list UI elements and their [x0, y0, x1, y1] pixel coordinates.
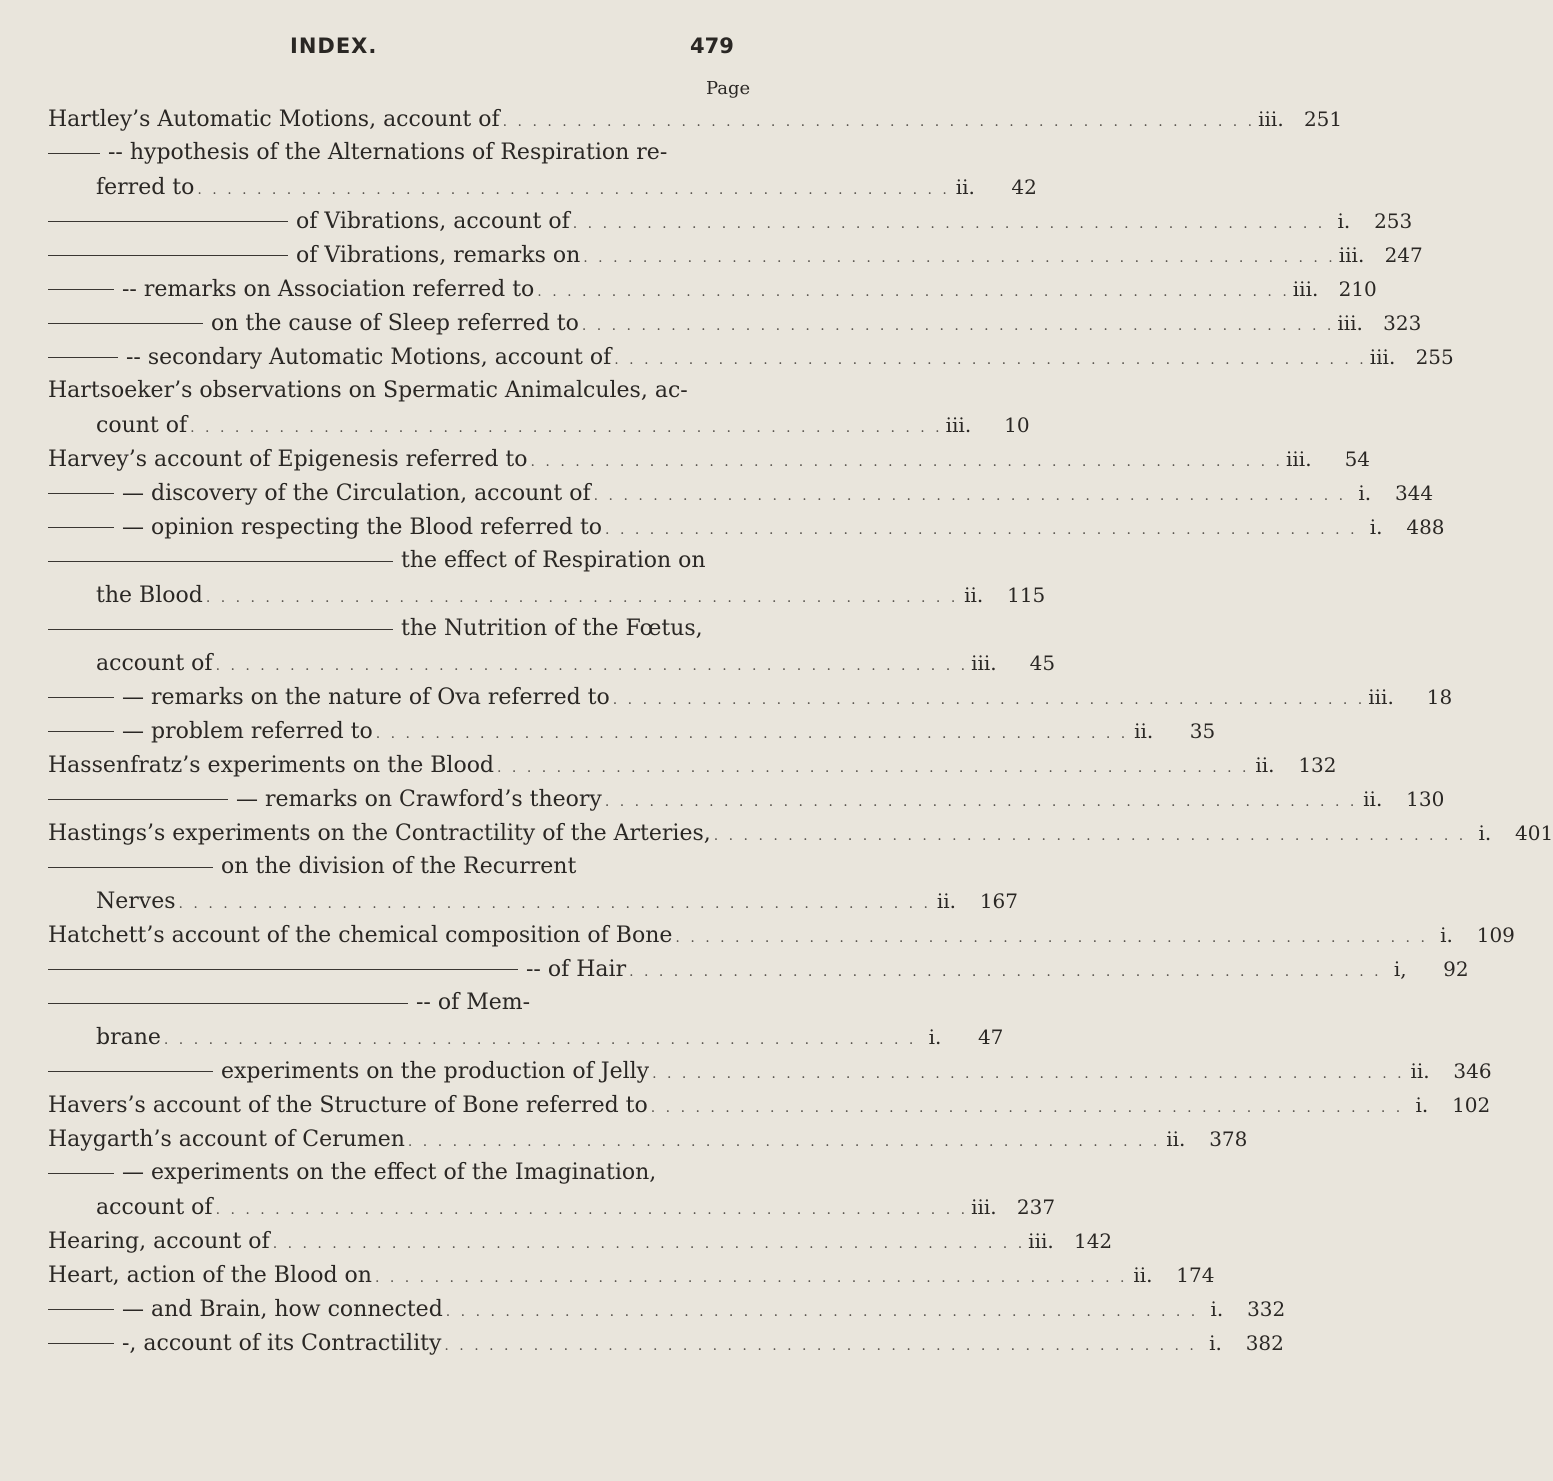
dot-leader: . . . . . . . . . . . . . . . . . . . . . . . . . . . . . . . . . . . . . . . . . . . . . . . . . . .: [605, 522, 1358, 538]
entry-continuation: the Blood: [96, 583, 203, 608]
volume-number: ii.: [964, 583, 984, 607]
page-reference: 142: [1073, 1229, 1113, 1253]
dot-leader: . . . . . . . . . . . . . . . . . . . . . . . . . . . . . . . . . . . . . . . . . . . . . . . . . . .: [445, 1304, 1199, 1320]
ditto-rule: [48, 1003, 408, 1004]
page-reference: 346: [1453, 1059, 1492, 1083]
volume-number: ii.: [1134, 719, 1154, 743]
page-reference: 323: [1383, 311, 1422, 335]
index-entry: [0, 748, 1337, 782]
index-entry: [0, 986, 1004, 1054]
index-entry: [0, 1258, 1215, 1292]
index-entry: [0, 238, 1423, 272]
volume-number: iii.: [945, 413, 972, 437]
page-reference: 210: [1338, 277, 1377, 301]
dot-leader: . . . . . . . . . . . . . . . . . . . . . . . . . . . . . . . . . . . . . . . . . . . . . . . . . . .: [178, 896, 932, 912]
entry-heading: Hearing, account of: [48, 1229, 270, 1254]
dot-leader: . . . . . . . . . . . . . . . . . . . . . . . . . . . . . . . . . . . . . . . . . . . . . . . . . . .: [614, 352, 1367, 368]
index-entry: [0, 1088, 1491, 1122]
entry-heading: -- remarks on Association referred to: [122, 277, 535, 302]
dot-leader: . . . . . . . . . . . . . . . . . . . . . . . . . . . . . . . . . . . . . . . . . . . . . . . . . . .: [583, 250, 1336, 266]
dot-leader: . . . . . . . . . . . . . . . . . . . . . . . . . . . . . . . . . . . . . . . . . . . . . . . . . . .: [502, 114, 1256, 130]
entry-heading: Hastings’s experiments on the Contractility of the Arteries,: [48, 821, 711, 846]
index-entry: [0, 714, 1216, 748]
page-number: 479: [690, 34, 734, 58]
volume-number: iii.: [1369, 345, 1396, 369]
index-entry: [0, 1224, 1113, 1258]
ditto-rule: [48, 289, 114, 290]
volume-number: i.: [1210, 1297, 1224, 1321]
page-reference: 115: [1007, 583, 1046, 607]
dot-leader: . . . . . . . . . . . . . . . . . . . . . . . . . . . . . . . . . . . . . . . . . . . . . . . . . . .: [629, 964, 1382, 980]
dot-leader: . . . . . . . . . . . . . . . . . . . . . . . . . . . . . . . . . . . . . . . . . . . . . . . . . . .: [444, 1338, 1197, 1354]
page-column-label: Page: [706, 78, 751, 99]
index-entry: [0, 136, 1037, 204]
volume-number: i,: [1393, 957, 1407, 981]
page-reference: 167: [979, 889, 1019, 913]
entry-heading: — remarks on Crawford’s theory: [236, 787, 602, 812]
entry-heading: Hatchett’s account of the chemical composition of Bone: [48, 923, 673, 948]
dot-leader: . . . . . . . . . . . . . . . . . . . . . . . . . . . . . . . . . . . . . . . . . . . . . . . . . . .: [407, 1134, 1161, 1150]
dot-leader: . . . . . . . . . . . . . . . . . . . . . . . . . . . . . . . . . . . . . . . . . . . . . . . . . . .: [374, 1270, 1128, 1286]
dot-leader: . . . . . . . . . . . . . . . . . . . . . . . . . . . . . . . . . . . . . . . . . . . . . . . . . . .: [197, 182, 950, 198]
ditto-rule: [48, 731, 114, 732]
entry-heading: of Vibrations, account of: [296, 209, 570, 234]
volume-number: iii.: [971, 651, 997, 675]
entry-continuation: count of: [96, 413, 188, 438]
ditto-rule: [48, 1173, 114, 1174]
entry-heading: Hassenfratz’s experiments on the Blood: [48, 753, 495, 778]
volume-number: i.: [928, 1025, 942, 1049]
entry-heading: the Nutrition of the Fœtus,: [401, 616, 703, 641]
page-reference: 47: [977, 1025, 1004, 1049]
volume-number: ii.: [955, 175, 975, 199]
ditto-rule: [48, 255, 288, 256]
dot-leader: . . . . . . . . . . . . . . . . . . . . . . . . . . . . . . . . . . . . . . . . . . . . . . . . . . .: [205, 590, 959, 606]
entry-heading: — problem referred to: [122, 719, 373, 744]
entry-heading: — and Brain, how connected: [122, 1297, 443, 1322]
index-entry: [0, 816, 1553, 850]
index-entry: [0, 782, 1445, 816]
index-entry: [0, 612, 1056, 680]
volume-number: ii.: [1133, 1263, 1153, 1287]
entry-continuation: brane: [96, 1025, 161, 1050]
volume-number: iii.: [1338, 243, 1365, 267]
index-entry: [0, 510, 1445, 544]
entry-heading: -- of Hair: [526, 957, 627, 982]
index-entries: [0, 102, 1553, 1360]
entry-heading: experiments on the production of Jelly: [221, 1059, 650, 1084]
page-reference: 401: [1515, 821, 1553, 845]
volume-number: ii.: [936, 889, 957, 913]
page-reference: 130: [1406, 787, 1445, 811]
entry-heading: Hartley’s Automatic Motions, account of: [48, 107, 500, 132]
index-entry: [0, 476, 1434, 510]
entry-continuation: Nerves: [96, 889, 176, 914]
page-reference: 92: [1443, 957, 1469, 981]
dot-leader: . . . . . . . . . . . . . . . . . . . . . . . . . . . . . . . . . . . . . . . . . . . . . . . . . . .: [530, 454, 1284, 470]
entry-heading: — opinion respecting the Blood referred to: [122, 515, 603, 540]
entry-continuation: account of: [96, 1195, 213, 1220]
page-reference: 10: [1004, 413, 1030, 437]
entry-heading: Harvey’s account of Epigenesis referred to: [48, 447, 528, 472]
index-entry: [0, 1122, 1248, 1156]
ditto-rule: [48, 493, 114, 494]
ditto-rule: [48, 1343, 114, 1344]
entry-continuation: ferred to: [96, 175, 195, 200]
volume-number: i.: [1209, 1331, 1222, 1355]
running-head-title: INDEX.: [290, 34, 378, 58]
index-entry: [0, 850, 1019, 918]
index-entry: [0, 374, 1030, 442]
dot-leader: . . . . . . . . . . . . . . . . . . . . . . . . . . . . . . . . . . . . . . . . . . . . . . . . . . .: [190, 420, 943, 436]
dot-leader: . . . . . . . . . . . . . . . . . . . . . . . . . . . . . . . . . . . . . . . . . . . . . . . . . . .: [581, 318, 1335, 334]
dot-leader: . . . . . . . . . . . . . . . . . . . . . . . . . . . . . . . . . . . . . . . . . . . . . . . . . . .: [215, 658, 969, 674]
dot-leader: . . . . . . . . . . . . . . . . . . . . . . . . . . . . . . . . . . . . . . . . . . . . . . . . . . .: [215, 1202, 969, 1218]
index-entry: [0, 918, 1515, 952]
ditto-rule: [48, 867, 213, 868]
ditto-rule: [48, 221, 288, 222]
entry-heading: -- secondary Automatic Motions, account of: [126, 345, 612, 370]
ditto-rule: [48, 153, 100, 154]
volume-number: ii.: [1363, 787, 1383, 811]
volume-number: ii.: [1410, 1059, 1430, 1083]
index-entry: [0, 544, 1046, 612]
volume-number: iii.: [1292, 277, 1319, 301]
page-reference: 174: [1176, 1263, 1215, 1287]
index-entry: [0, 1054, 1492, 1088]
running-head: [0, 26, 800, 66]
page-reference: 35: [1189, 719, 1216, 743]
volume-number: iii.: [1337, 311, 1363, 335]
volume-number: i.: [1440, 923, 1453, 947]
entry-heading: Haygarth’s account of Cerumen: [48, 1127, 405, 1152]
entry-continuation: account of: [96, 651, 213, 676]
page-reference: 42: [1011, 175, 1037, 199]
volume-number: iii.: [1286, 447, 1312, 471]
entry-heading: the effect of Respiration on: [401, 548, 706, 573]
volume-number: iii.: [1258, 107, 1284, 131]
dot-leader: . . . . . . . . . . . . . . . . . . . . . . . . . . . . . . . . . . . . . . . . . . . . . . . . . . .: [593, 488, 1347, 504]
volume-number: i.: [1358, 481, 1372, 505]
page-reference: 102: [1452, 1093, 1491, 1117]
page-reference: 382: [1245, 1331, 1284, 1355]
entry-heading: — remarks on the nature of Ova referred to: [122, 685, 610, 710]
page-reference: 488: [1406, 515, 1445, 539]
index-entry: [0, 306, 1422, 340]
page-reference: 251: [1303, 107, 1343, 131]
page-reference: 132: [1298, 753, 1337, 777]
dot-leader: . . . . . . . . . . . . . . . . . . . . . . . . . . . . . . . . . . . . . . . . . . . . . . . . . . .: [163, 1032, 917, 1048]
dot-leader: . . . . . . . . . . . . . . . . . . . . . . . . . . . . . . . . . . . . . . . . . . . . . . . . . . .: [713, 828, 1467, 844]
index-entry: [0, 204, 1413, 238]
ditto-rule: [48, 969, 518, 970]
page-reference: 344: [1394, 481, 1434, 505]
volume-number: i.: [1415, 1093, 1429, 1117]
ditto-rule: [48, 357, 118, 358]
ditto-rule: [48, 527, 114, 528]
index-entry: [0, 340, 1454, 374]
dot-leader: . . . . . . . . . . . . . . . . . . . . . . . . . . . . . . . . . . . . . . . . . . . . . . . . . . .: [497, 760, 1250, 776]
ditto-rule: [48, 1071, 213, 1072]
entry-heading: -, account of its Contractility: [122, 1331, 442, 1356]
page-reference: 54: [1344, 447, 1371, 471]
dot-leader: . . . . . . . . . . . . . . . . . . . . . . . . . . . . . . . . . . . . . . . . . . . . . . . . . . .: [604, 794, 1358, 810]
volume-number: i.: [1369, 515, 1383, 539]
dot-leader: . . . . . . . . . . . . . . . . . . . . . . . . . . . . . . . . . . . . . . . . . . . . . . . . . . .: [537, 284, 1290, 300]
entry-heading: Hartsoeker’s observations on Spermatic Animalcules, ac-: [48, 378, 688, 403]
index-entry: [0, 680, 1453, 714]
page-reference: 109: [1476, 923, 1515, 947]
volume-number: ii.: [1255, 753, 1275, 777]
entry-heading: of Vibrations, remarks on: [296, 243, 581, 268]
page-reference: 18: [1426, 685, 1453, 709]
entry-heading: Heart, action of the Blood on: [48, 1263, 372, 1288]
volume-number: iii.: [971, 1195, 997, 1219]
volume-number: ii.: [1166, 1127, 1186, 1151]
entry-heading: -- of Mem-: [416, 990, 531, 1015]
ditto-rule: [48, 323, 203, 324]
index-entry: [0, 272, 1377, 306]
ditto-rule: [48, 697, 114, 698]
ditto-rule: [48, 561, 393, 562]
page-reference: 255: [1415, 345, 1454, 369]
index-entry: [0, 442, 1371, 476]
entry-heading: — experiments on the effect of the Imagination,: [122, 1160, 657, 1185]
ditto-rule: [48, 799, 228, 800]
volume-number: i.: [1478, 821, 1492, 845]
index-entry: [0, 1292, 1286, 1326]
dot-leader: . . . . . . . . . . . . . . . . . . . . . . . . . . . . . . . . . . . . . . . . . . . . . . . . . . .: [572, 216, 1326, 232]
index-entry: [0, 952, 1469, 986]
dot-leader: . . . . . . . . . . . . . . . . . . . . . . . . . . . . . . . . . . . . . . . . . . . . . . . . . . .: [612, 692, 1366, 708]
dot-leader: . . . . . . . . . . . . . . . . . . . . . . . . . . . . . . . . . . . . . . . . . . . . . . . . . . .: [652, 1066, 1405, 1082]
page-reference: 332: [1247, 1297, 1286, 1321]
dot-leader: . . . . . . . . . . . . . . . . . . . . . . . . . . . . . . . . . . . . . . . . . . . . . . . . . . .: [272, 1236, 1026, 1252]
entry-heading: Havers’s account of the Structure of Bone referred to: [48, 1093, 648, 1118]
entry-heading: on the division of the Recurrent: [221, 854, 577, 879]
ditto-rule: [48, 1309, 114, 1310]
entry-heading: — discovery of the Circulation, account of: [122, 481, 591, 506]
page-reference: 247: [1384, 243, 1423, 267]
ditto-rule: [48, 629, 393, 630]
index-entry: [0, 102, 1343, 136]
volume-number: iii.: [1368, 685, 1394, 709]
dot-leader: . . . . . . . . . . . . . . . . . . . . . . . . . . . . . . . . . . . . . . . . . . . . . . . . . . .: [675, 930, 1428, 946]
dot-leader: . . . . . . . . . . . . . . . . . . . . . . . . . . . . . . . . . . . . . . . . . . . . . . . . . . .: [650, 1100, 1404, 1116]
index-entry: [0, 1156, 1056, 1224]
page-reference: 378: [1209, 1127, 1248, 1151]
volume-number: i.: [1337, 209, 1351, 233]
entry-heading: -- hypothesis of the Alternations of Respiration re-: [108, 140, 668, 165]
page-reference: 253: [1374, 209, 1413, 233]
page-reference: 237: [1016, 1195, 1056, 1219]
dot-leader: . . . . . . . . . . . . . . . . . . . . . . . . . . . . . . . . . . . . . . . . . . . . . . . . . . .: [375, 726, 1129, 742]
index-entry: [0, 1326, 1284, 1360]
volume-number: iii.: [1028, 1229, 1054, 1253]
page-reference: 45: [1029, 651, 1056, 675]
entry-heading: on the cause of Sleep referred to: [211, 311, 579, 336]
